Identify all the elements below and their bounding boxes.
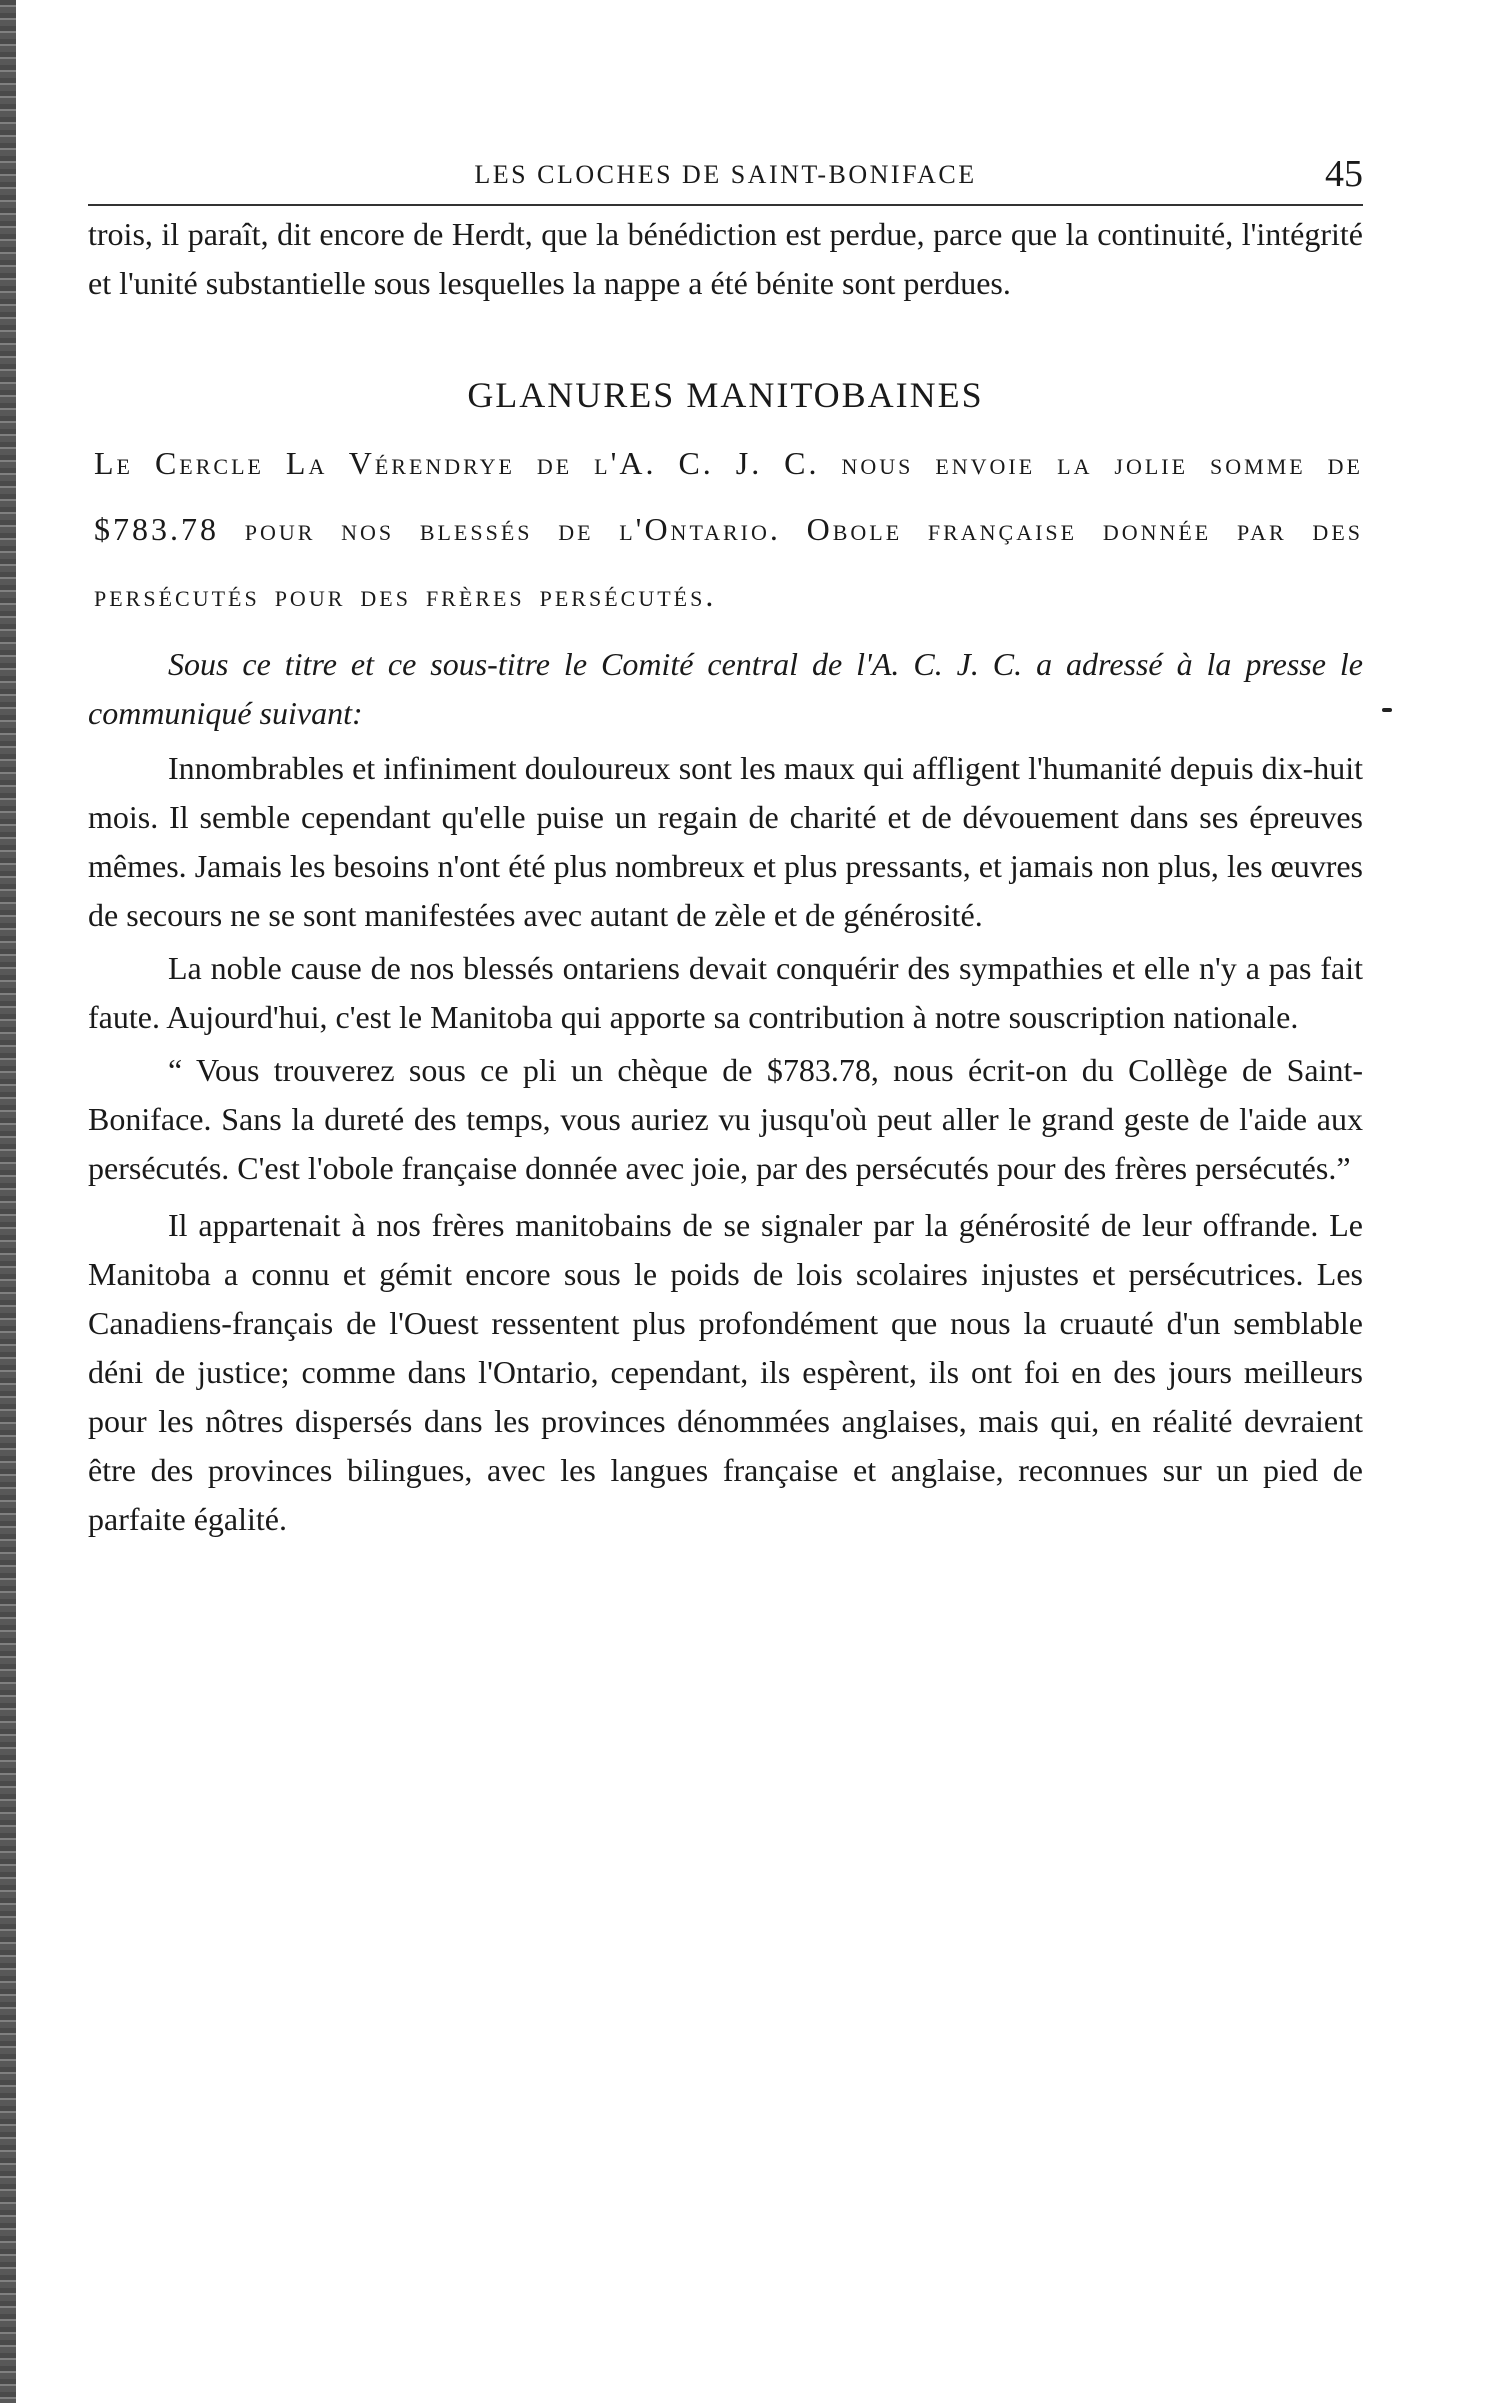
ink-speck (1382, 708, 1392, 712)
section-title: GLANURES MANITOBAINES (467, 375, 984, 415)
book-page (88, 150, 1363, 1544)
opening-paragraph: trois, il paraît, dit encore de Herdt, que la bénédiction est perdue, parce que la continuité, l'intégrité et l'unité substantielle sous lesquelles la nappe a été bénite sont perdues. (88, 216, 1363, 301)
body-paragraph-1: Innombrables et infiniment douloureux sont les maux qui affligent l'humanité depuis dix-huit mois. Il semble cependant qu'elle puise un regain de charité et de dévouement dans ses épreuves mêmes. Jamais les besoins n'ont été plus nombreux et plus pressants, et jamais non plus, les œuvres de secours ne se sont manifestées avec autant de zèle et de générosité. (88, 750, 1363, 933)
body-paragraph-2: La noble cause de nos blessés ontariens devait conquérir des sympathies et elle n'y a pas fait faute. Aujourd'hui, c'est le Manitoba qui apporte sa contribution à notre souscription nationale. (88, 950, 1363, 1035)
intro-paragraph: Sous ce titre et ce sous-titre le Comité central de l'A. C. J. C. a adressé à la presse le communiqué suivant: (88, 646, 1363, 731)
section-subheading: Le Cercle La Vérendrye de l'A. C. J. C. nous envoie la jolie somme de $783.78 pour nos blessés de l'Ontario. Obole française donnée par des persécutés pour des frères persécutés. (94, 445, 1363, 613)
body-paragraph-4: Il appartenait à nos frères manitobains de se signaler par la générosité de leur offrande. Le Manitoba a connu et gémit encore sous le poids de lois scolaires injustes et persécutrices. Les Canadiens-français de l'Ouest ressentent plus profondément que nous la cruauté d'un semblable déni de justice; comme dans l'Ontario, cependant, ils espèrent, ils ont foi en des jours meilleurs pour les nôtres dispersés dans les provinces dénommées anglaises, mais qui, en réalité devraient être des provinces bilingues, avec les langues française et anglaise, reconnues sur un pied de parfaite égalité. (88, 1207, 1363, 1537)
page-number: 45 (1325, 153, 1363, 195)
binding-edge (0, 0, 16, 2403)
running-title: LES CLOCHES DE SAINT-BONIFACE (474, 160, 977, 189)
body-paragraph-3: “ Vous trouverez sous ce pli un chèque de $783.78, nous écrit-on du Collège de Saint-Boniface. Sans la dureté des temps, vous auriez vu jusqu'où peut aller le grand geste de l'aide aux persécutés. C'est l'obole française donnée avec joie, par des persécutés pour des frères persécutés.” (88, 1052, 1363, 1186)
header-rule (88, 204, 1363, 206)
running-header (88, 150, 1363, 194)
